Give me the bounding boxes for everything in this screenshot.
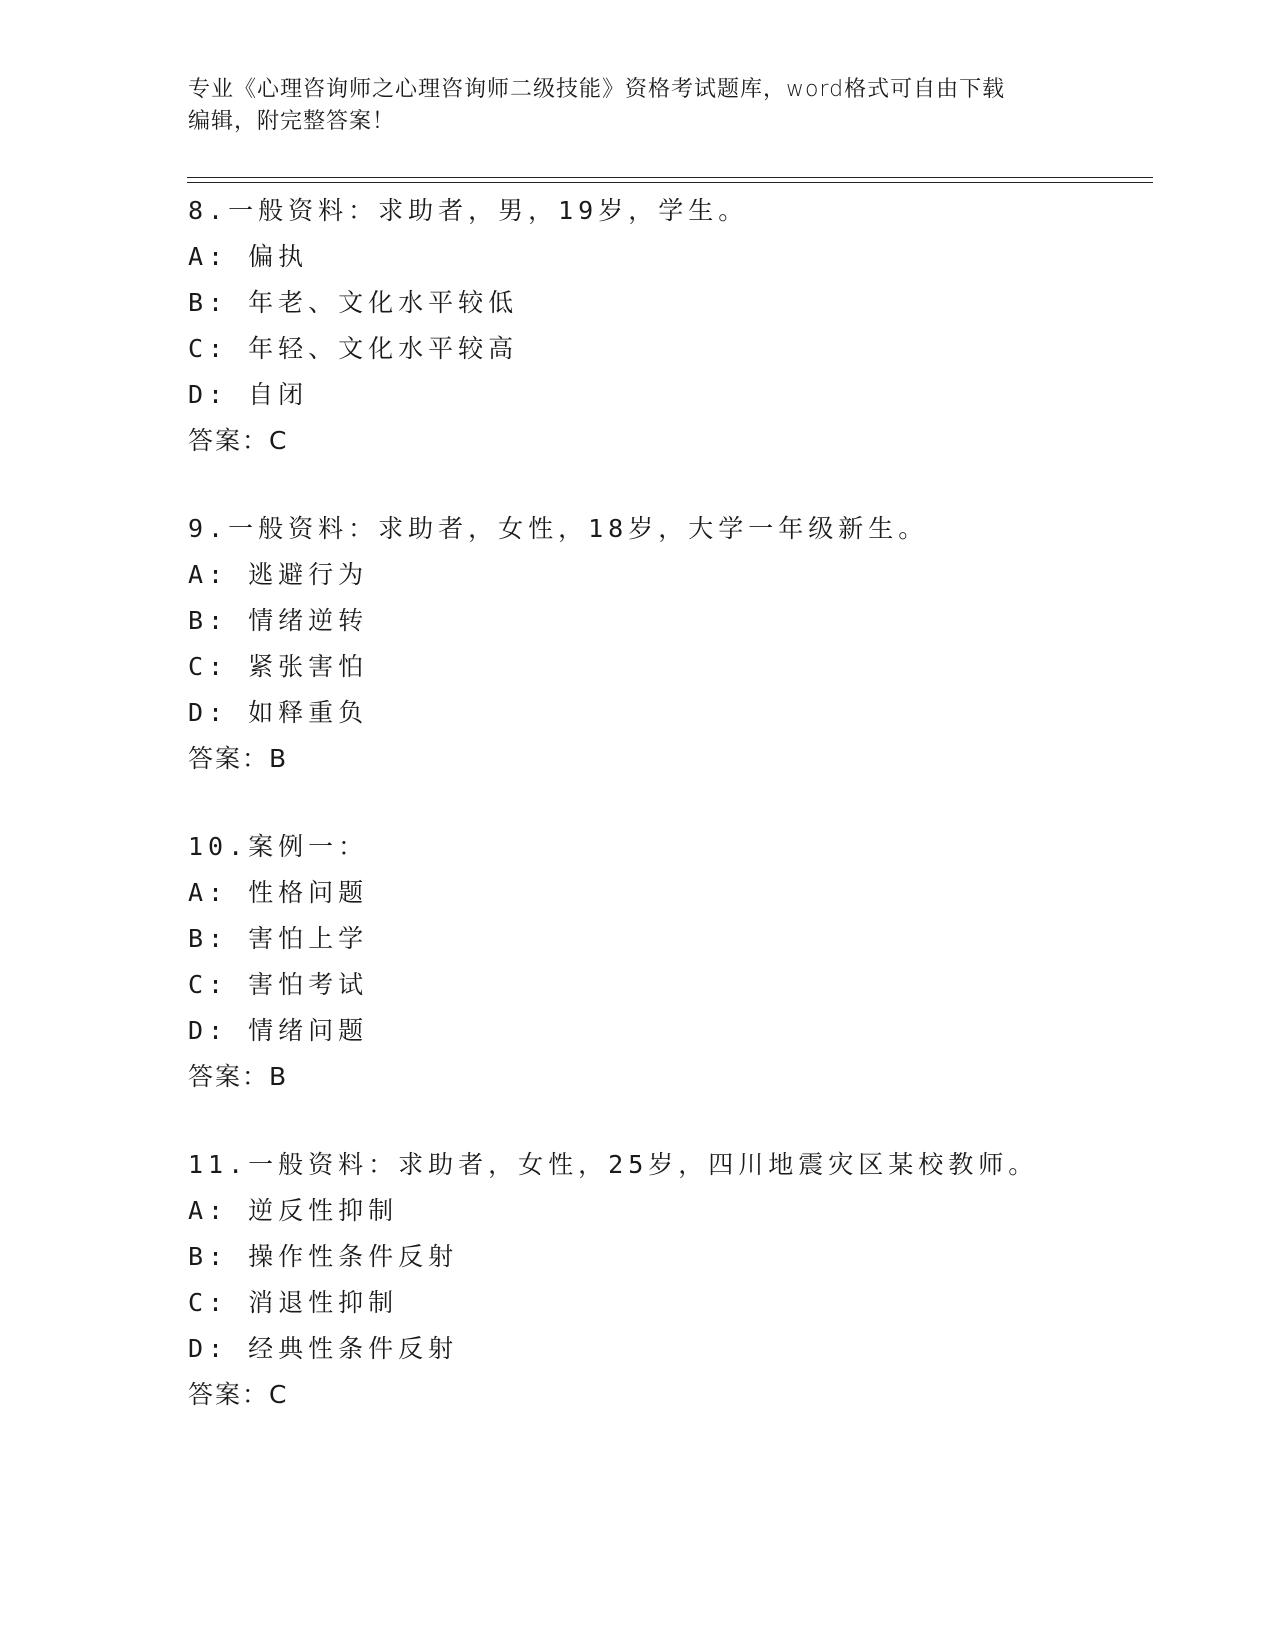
option-d: D: 经典性条件反射	[188, 1334, 459, 1363]
question-block	[188, 824, 1148, 1100]
option-d: D: 自闭	[188, 380, 309, 409]
document-header	[188, 74, 1088, 138]
option-a: A: 偏执	[188, 242, 309, 271]
header-divider-bottom	[187, 182, 1153, 183]
question-block	[188, 1142, 1148, 1418]
option-c: C: 害怕考试	[188, 970, 369, 999]
option-c: C: 消退性抑制	[188, 1288, 399, 1317]
option-a: A: 性格问题	[188, 878, 369, 907]
question-stem: 10.案例一：	[188, 832, 369, 861]
option-c: C: 紧张害怕	[188, 652, 369, 681]
header-divider-top	[187, 177, 1153, 178]
option-d: D: 如释重负	[188, 698, 369, 727]
option-b: B: 害怕上学	[188, 924, 369, 953]
answer-line: 答案：C	[188, 1380, 289, 1409]
question-stem: 9.一般资料：求助者，女性，18岁，大学一年级新生。	[188, 514, 929, 543]
answer-line: 答案：B	[188, 744, 289, 773]
option-c: C: 年轻、文化水平较高	[188, 334, 519, 363]
header-line-1: 专业《心理咨询师之心理咨询师二级技能》资格考试题库，word格式可自由下载	[188, 77, 1006, 102]
question-block	[188, 506, 1148, 782]
option-b: B: 操作性条件反射	[188, 1242, 459, 1271]
answer-line: 答案：B	[188, 1062, 289, 1091]
header-line-2: 编辑，附完整答案！	[188, 109, 396, 134]
option-b: B: 年老、文化水平较低	[188, 288, 519, 317]
question-block	[188, 188, 1148, 464]
option-a: A: 逆反性抑制	[188, 1196, 399, 1225]
option-d: D: 情绪问题	[188, 1016, 369, 1045]
question-stem: 8.一般资料：求助者，男，19岁，学生。	[188, 196, 749, 225]
question-stem: 11.一般资料：求助者，女性，25岁，四川地震灾区某校教师。	[188, 1150, 1039, 1179]
answer-line: 答案：C	[188, 426, 289, 455]
option-a: A: 逃避行为	[188, 560, 369, 589]
option-b: B: 情绪逆转	[188, 606, 369, 635]
